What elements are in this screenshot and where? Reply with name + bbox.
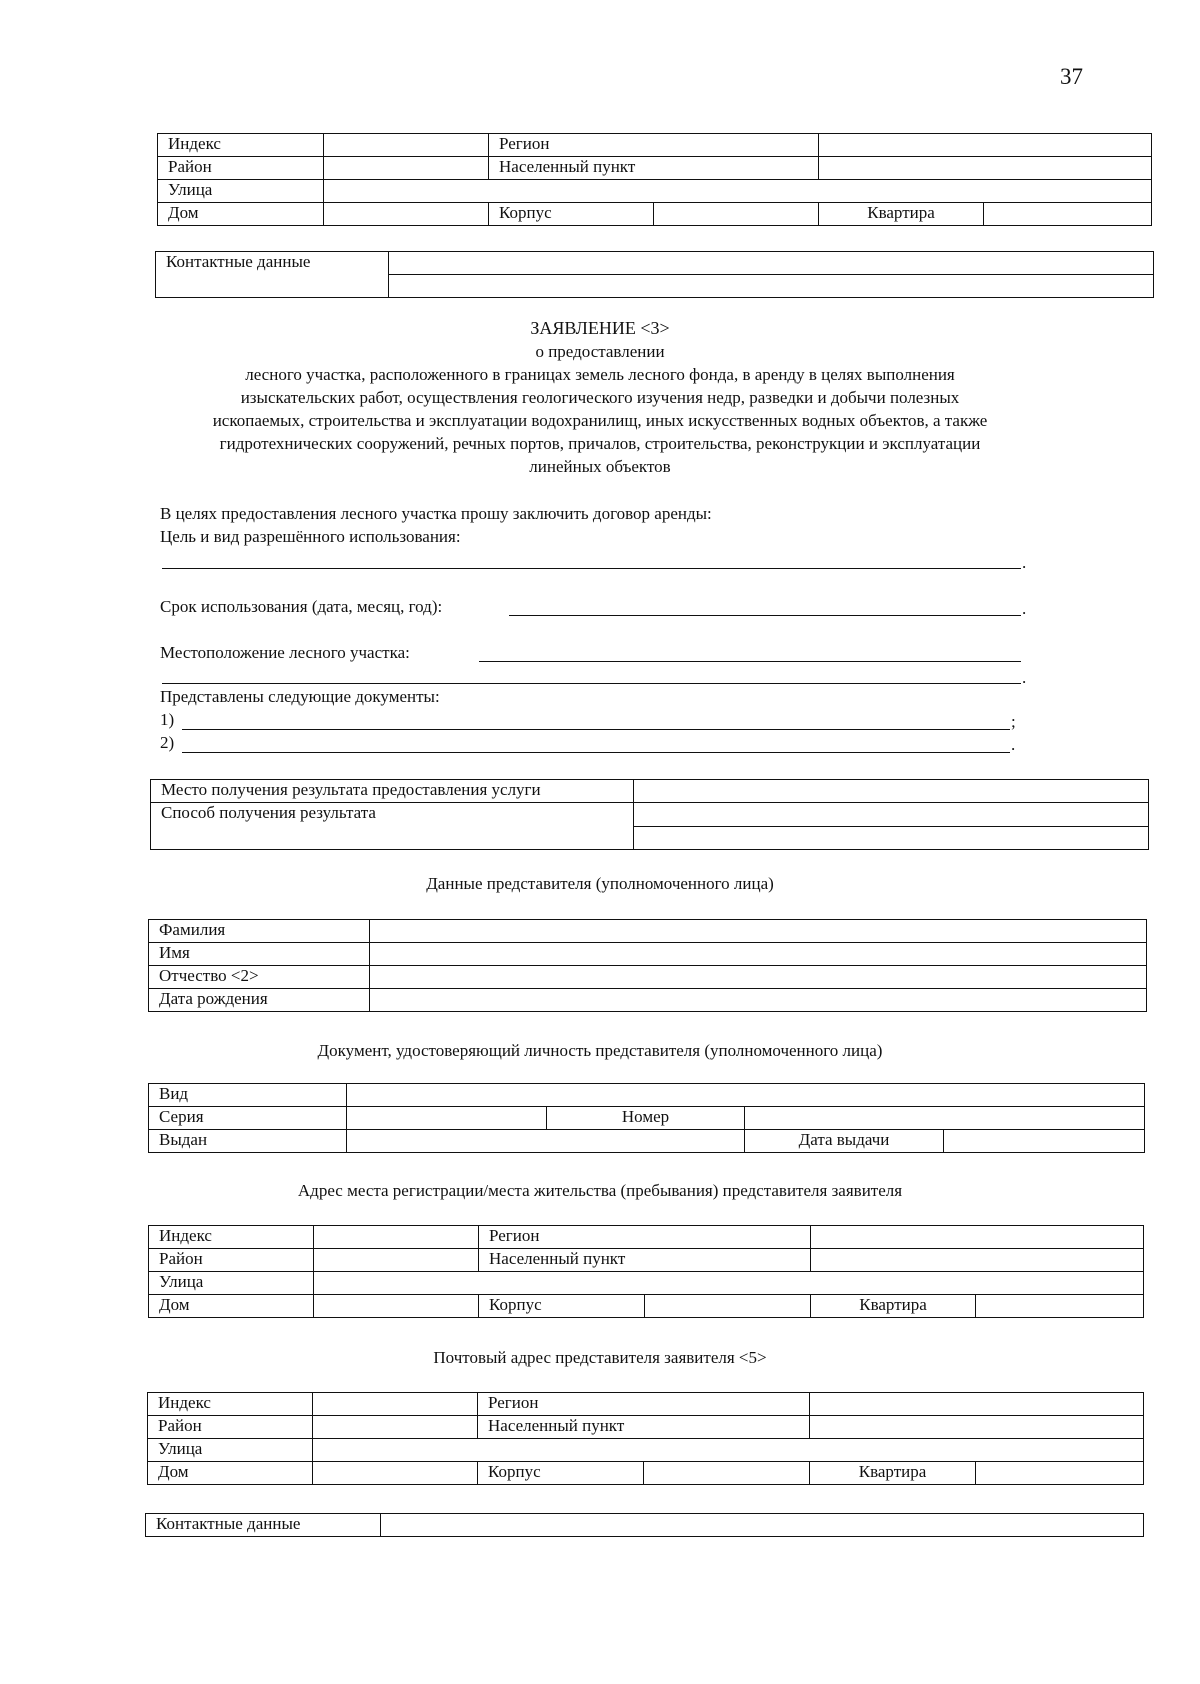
id-number-label: Номер: [547, 1107, 745, 1130]
street-value[interactable]: [324, 180, 1152, 203]
post-apartment-label: Квартира: [810, 1462, 976, 1485]
patronymic-label: Отчество <2>: [149, 966, 370, 989]
description-line-5: линейных объектов: [529, 457, 671, 476]
term-input-line[interactable]: [509, 615, 1021, 616]
location-input-line-1[interactable]: [479, 661, 1021, 662]
representative-contact-table: [145, 1513, 1144, 1537]
doc2-period: .: [1011, 735, 1016, 754]
doc2-marker: 2): [160, 733, 175, 752]
result-method-value-1[interactable]: [634, 803, 1149, 827]
birth-date-value[interactable]: [370, 989, 1147, 1012]
reg-locality-value[interactable]: [811, 1249, 1144, 1272]
registration-address-table: [148, 1225, 1144, 1318]
post-locality-label: Населенный пункт: [478, 1416, 810, 1439]
post-region-label: Регион: [478, 1393, 810, 1416]
doc1-marker: 1): [160, 710, 175, 729]
index-value[interactable]: [324, 134, 489, 157]
purpose-input-line[interactable]: [162, 568, 1021, 569]
post-index-value[interactable]: [313, 1393, 478, 1416]
result-method-label: Способ получения результата: [151, 803, 634, 850]
reg-district-label: Район: [149, 1249, 314, 1272]
id-issue-date-label: Дата выдачи: [745, 1130, 944, 1153]
purpose-period: .: [1022, 553, 1027, 572]
post-house-value[interactable]: [313, 1462, 478, 1485]
locality-label: Населенный пункт: [489, 157, 819, 180]
street-label: Улица: [158, 180, 324, 203]
representative-heading: Данные представителя (уполномоченного лица): [426, 874, 774, 893]
doc1-input-line[interactable]: [182, 729, 1010, 730]
location-label: Местоположение лесного участка:: [160, 643, 410, 662]
purpose-label: Цель и вид разрешённого использования:: [160, 527, 461, 546]
request-text: В целях предоставления лесного участка прошу заключить договор аренды:: [160, 504, 712, 523]
reg-index-label: Индекс: [149, 1226, 314, 1249]
house-value[interactable]: [324, 203, 489, 226]
building-value[interactable]: [654, 203, 819, 226]
doc2-input-line[interactable]: [182, 752, 1010, 753]
location-period: .: [1022, 668, 1027, 687]
index-label: Индекс: [158, 134, 324, 157]
last-name-value[interactable]: [370, 920, 1147, 943]
reg-region-value[interactable]: [811, 1226, 1144, 1249]
reg-region-label: Регион: [479, 1226, 811, 1249]
region-label: Регион: [489, 134, 819, 157]
id-type-label: Вид: [149, 1084, 347, 1107]
post-locality-value[interactable]: [810, 1416, 1144, 1439]
district-value[interactable]: [324, 157, 489, 180]
page-number: 37: [1060, 64, 1083, 89]
postal-address-heading: Почтовый адрес представителя заявителя <5>: [433, 1348, 767, 1367]
id-series-label: Серия: [149, 1107, 347, 1130]
id-issue-date-value[interactable]: [944, 1130, 1145, 1153]
id-issued-label: Выдан: [149, 1130, 347, 1153]
post-building-label: Корпус: [478, 1462, 644, 1485]
post-region-value[interactable]: [810, 1393, 1144, 1416]
id-series-value[interactable]: [347, 1107, 547, 1130]
post-district-label: Район: [148, 1416, 313, 1439]
reg-building-value[interactable]: [645, 1295, 811, 1318]
contact-value-1[interactable]: [389, 252, 1154, 275]
applicant-address-table: [157, 133, 1152, 226]
reg-apartment-value[interactable]: [976, 1295, 1144, 1318]
reg-building-label: Корпус: [479, 1295, 645, 1318]
first-name-value[interactable]: [370, 943, 1147, 966]
contact-label: Контактные данные: [156, 252, 389, 298]
result-place-value[interactable]: [634, 780, 1149, 803]
post-building-value[interactable]: [644, 1462, 810, 1485]
id-issued-value[interactable]: [347, 1130, 745, 1153]
id-number-value[interactable]: [745, 1107, 1145, 1130]
application-title: ЗАЯВЛЕНИЕ <3>: [530, 318, 670, 338]
reg-district-value[interactable]: [314, 1249, 479, 1272]
patronymic-value[interactable]: [370, 966, 1147, 989]
post-district-value[interactable]: [313, 1416, 478, 1439]
description-line-1: лесного участка, расположенного в границах земель лесного фонда, в аренду в целях выполнения: [245, 365, 955, 384]
term-label: Срок использования (дата, месяц, год):: [160, 597, 443, 616]
description-line-2: изыскательских работ, осуществления геологического изучения недр, разведки и добычи полезных: [240, 388, 960, 407]
reg-house-value[interactable]: [314, 1295, 479, 1318]
post-street-label: Улица: [148, 1439, 313, 1462]
house-label: Дом: [158, 203, 324, 226]
region-value[interactable]: [819, 134, 1152, 157]
birth-date-label: Дата рождения: [149, 989, 370, 1012]
term-period: .: [1022, 599, 1027, 618]
reg-street-label: Улица: [149, 1272, 314, 1295]
post-house-label: Дом: [148, 1462, 313, 1485]
reg-locality-label: Населенный пункт: [479, 1249, 811, 1272]
postal-address-table: [147, 1392, 1144, 1485]
result-table: [150, 779, 1149, 850]
id-document-table: [148, 1083, 1145, 1153]
last-name-label: Фамилия: [149, 920, 370, 943]
reg-house-label: Дом: [149, 1295, 314, 1318]
contact-value-2[interactable]: [389, 275, 1154, 298]
id-type-value[interactable]: [347, 1084, 1145, 1107]
doc1-semicolon: ;: [1011, 712, 1016, 731]
post-street-value[interactable]: [313, 1439, 1144, 1462]
building-label: Корпус: [489, 203, 654, 226]
result-method-value-2[interactable]: [634, 826, 1149, 850]
apartment-label: Квартира: [819, 203, 984, 226]
registration-address-heading: Адрес места регистрации/места жительства (пребывания) представителя заявителя: [297, 1181, 903, 1200]
district-label: Район: [158, 157, 324, 180]
id-document-heading: Документ, удостоверяющий личность представителя (уполномоченного лица): [317, 1041, 883, 1060]
application-subtitle: о предоставлении: [535, 342, 665, 361]
post-index-label: Индекс: [148, 1393, 313, 1416]
location-input-line-2[interactable]: [162, 683, 1021, 684]
result-place-label: Место получения результата предоставления услуги: [151, 780, 634, 803]
apartment-value[interactable]: [984, 203, 1152, 226]
locality-value[interactable]: [819, 157, 1152, 180]
first-name-label: Имя: [149, 943, 370, 966]
reg-street-value[interactable]: [314, 1272, 1144, 1295]
representative-table: [148, 919, 1147, 1012]
rep-contact-label: Контактные данные: [146, 1514, 381, 1537]
applicant-contact-table: [155, 251, 1154, 298]
reg-apartment-label: Квартира: [811, 1295, 976, 1318]
post-apartment-value[interactable]: [976, 1462, 1144, 1485]
rep-contact-value[interactable]: [381, 1514, 1144, 1537]
documents-label: Представлены следующие документы:: [160, 687, 440, 706]
description-line-4: гидротехнических сооружений, речных портов, причалов, строительства, реконструкции и эксплуатации: [219, 434, 981, 453]
description-line-3: ископаемых, строительства и эксплуатации водохранилищ, иных искусственных водных объектов, а также: [212, 411, 988, 430]
reg-index-value[interactable]: [314, 1226, 479, 1249]
